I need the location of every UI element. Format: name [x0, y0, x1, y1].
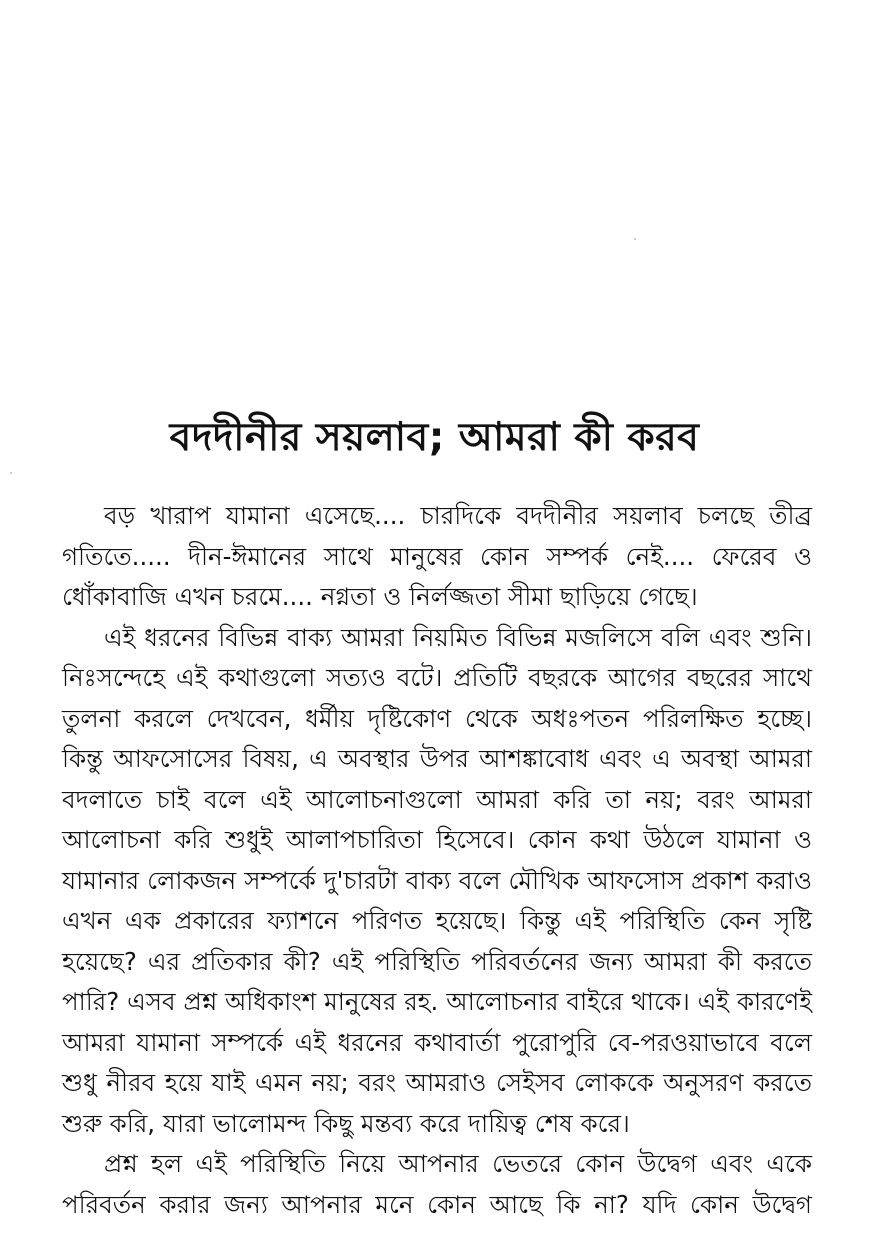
paragraph-3: প্রশ্ন হল এই পরিস্থিতি নিয়ে আপনার ভেতরে কোন উদ্বেগ এবং একে পরিবর্তন করার জন্য আপনার মনে কোন আছে কি না? যদি কোন উদ্বেগ: [62, 1149, 812, 1219]
scan-speck: [634, 238, 636, 240]
paragraph-1: বড় খারাপ যামানা এসেছে.... চারদিকে বদদীনীর সয়লাব চলছে তীব্র গতিতে..... দীন-ঈমানের সাথে মানুষের কোন সম্পর্ক নেই.... ফেরেব ও ধোঁকাবাজি এখন চরমে.... নগ্নতা ও নির্লজ্জতা সীমা ছাড়িয়ে গেছে।: [62, 501, 812, 611]
chapter-title: বদদীনীর সয়লাব; আমরা কী করব: [169, 415, 700, 460]
paragraph-2: এই ধরনের বিভিন্ন বাক্য আমরা নিয়মিত বিভিন্ন মজলিসে বলি এবং শুনি। নিঃসন্দেহে এই কথাগুলো সত্যও বটে। প্রতিটি বছরকে আগের বছরের সাথে তুলনা করলে দেখবেন, ধর্মীয় দৃষ্টিকোণ থেকে অধঃপতন পরিলক্ষিত হচ্ছে। কিন্তু আফসোসের বিষয়, এ অবস্থার উপর আশঙ্কাবোধ এবং এ অবস্থা আমরা বদলাতে চাই বলে এই আলোচনাগুলো আমরা করি তা নয়; বরং আমরা আলোচনা করি শুধুই আলাপচারিতা হিসেবে। কোন কথা উঠলে যামানা ও যামানার লোকজন সম্পর্কে দু'চারটা বাক্য বলে মৌখিক আফসোস প্রকাশ করাও এখন এক প্রকারের ফ্যাশনে পরিণত হয়েছে। কিন্তু এই পরিস্থিতি কেন সৃষ্টি হয়েছে? এর প্রতিকার কী? এই পরিস্থিতি পরিবর্তনের জন্য আমরা কী করতে পারি? এসব প্রশ্ন অধিকাংশ মানুষের রহ. আলোচনার বাইরে থাকে। এই কারণেই আমরা যামানা সম্পর্কে এই ধরনের কথাবার্তা পুরোপুরি বে-পরওয়াভাবে বলে শুধু নীরব হয়ে যাই এমন নয়; বরং আমরাও সেইসব লোককে অনুসরণ করতে শুরু করি, যারা ভালোমন্দ কিছু মন্তব্য করে দায়িত্ব শেষ করে।: [62, 622, 812, 1138]
chapter-body: [62, 496, 812, 1225]
scan-speck: [10, 472, 12, 474]
